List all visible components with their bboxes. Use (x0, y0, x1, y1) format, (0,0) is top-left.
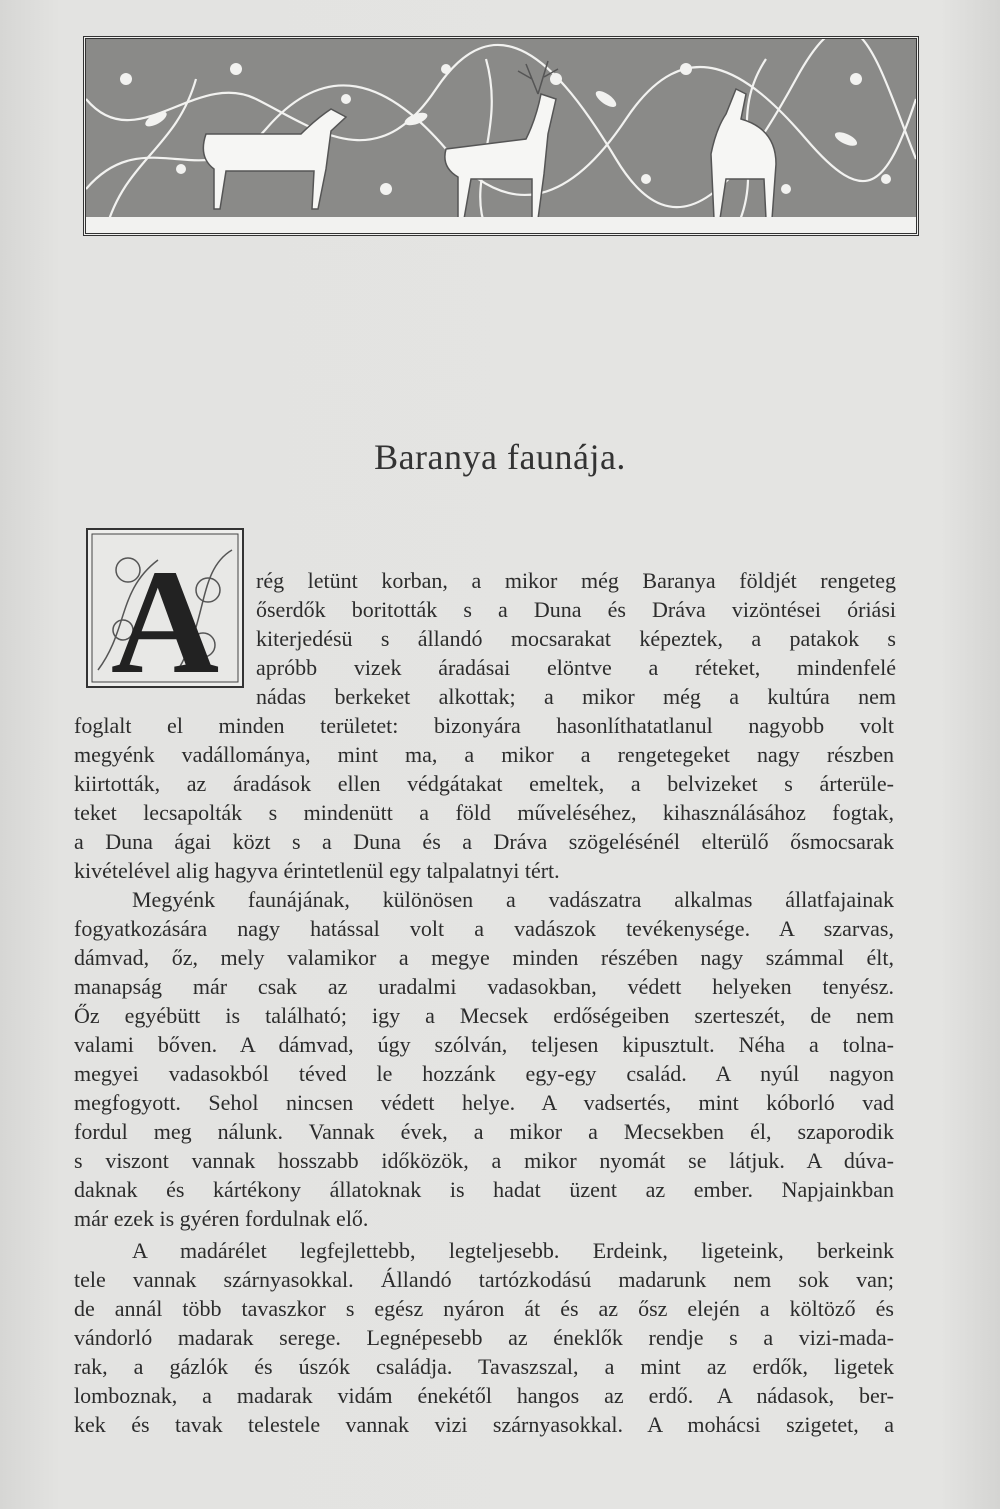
drop-cap-letter: A (110, 539, 220, 686)
text-line: Őz egyébütt is található; igy a Mecsek erdőségeiben szerteszét, de nem (74, 1003, 894, 1028)
text-line: Megyénk faunájának, különösen a vadászatra alkalmas állatfajainak (132, 887, 894, 912)
text-line: nádas berkeket alkottak; a mikor még a kultúra nem (256, 684, 896, 709)
text-line: s viszont vannak hosszabb időközök, a mikor nyomát se látjuk. A dúva- (74, 1148, 894, 1173)
text-line: fordul meg nálunk. Vannak évek, a mikor a Mecsekben él, szaporodik (74, 1119, 894, 1144)
paragraph-3 (74, 1236, 894, 1439)
text-line: kiterjedésü s állandó mocsarakat képeztek, a patakok s (256, 626, 896, 651)
decorative-headpiece (83, 36, 919, 236)
text-line: daknak és kártékony állatoknak is hadat üzent az ember. Napjainkban (74, 1177, 894, 1202)
page-title: Baranya faunája. (374, 437, 626, 477)
text-line: dámvad, őz, mely valamikor a megye minden részében nagy számmal élt, (74, 945, 894, 970)
deer-foliage-illustration (86, 39, 916, 233)
text-line: megfogyott. Sehol nincsen védett helye. A vadsertés, mint kóborló vad (74, 1090, 894, 1115)
text-line: vándorló madarak serege. Legnépesebb az éneklők rendje s a vizi-mada- (74, 1325, 894, 1350)
text-line: valami bőven. A dámvad, úgy szólván, teljesen kipusztult. Néha a tolna- (74, 1032, 894, 1057)
text-line: a Duna ágai közt s a Duna és a Dráva szögelésénél elterülő ősmocsarak (74, 829, 894, 854)
text-line: de annál több tavaszkor s egész nyáron át és az ősz elején a költöző és (74, 1296, 894, 1321)
paragraph-2 (74, 885, 894, 1233)
text-line: őserdők boritották s a Duna és Dráva vizöntései óriási (256, 597, 896, 622)
text-line: teket lecsapolták s mindenütt a föld műveléséhez, kihasználásához fogtak, (74, 800, 894, 825)
text-line: lomboznak, a madarak vidám énekétől hangos az erdő. A nádasok, ber- (74, 1383, 894, 1408)
text-line: rak, a gázlók és úszók családja. Tavaszszal, a mint az erdők, ligetek (74, 1354, 894, 1379)
text-line: kiirtották, az áradások ellen védgátakat emeltek, a belvizeket s árterüle- (74, 771, 894, 796)
text-line: rég letünt korban, a mikor még Baranya földjét rengeteg (256, 568, 896, 593)
drop-cap-illuminated-initial (86, 528, 244, 688)
intro-text-beside-initial (256, 566, 896, 711)
text-line: kek és tavak telestele vannak vizi szárnyasokkal. A mohácsi szigetet, a (74, 1412, 894, 1437)
text-line: tele vannak szárnyasokkal. Állandó tartózkodású madarunk nem sok van; (74, 1267, 894, 1292)
text-line: már ezek is gyéren fordulnak elő. (74, 1206, 369, 1231)
paragraph-1 (74, 711, 894, 885)
text-line: manapság már csak az uradalmi vadasokban, védett helyeken tenyész. (74, 974, 894, 999)
text-line: megyei vadasokból téved le hozzánk egy-egy család. A nyúl nagyon (74, 1061, 894, 1086)
text-line: kivételével alig hagyva érintetlenül egy talpalatnyi tért. (74, 858, 560, 883)
text-line: apróbb vizek áradásai elöntve a réteket, mindenfelé (256, 655, 896, 680)
text-line: A madárélet legfejlettebb, legteljesebb. Erdeink, ligeteink, berkeink (132, 1238, 894, 1263)
text-line: fogyatkozására nagy hatással volt a vadászok tevékenysége. A szarvas, (74, 916, 894, 941)
text-line: megyénk vadállománya, mint ma, a mikor a rengetegeket nagy részben (74, 742, 894, 767)
letter-a-ornament (88, 530, 242, 686)
text-line: foglalt el minden területet: bizonyára hasonlíthatatlanul nagyobb volt (74, 713, 894, 738)
